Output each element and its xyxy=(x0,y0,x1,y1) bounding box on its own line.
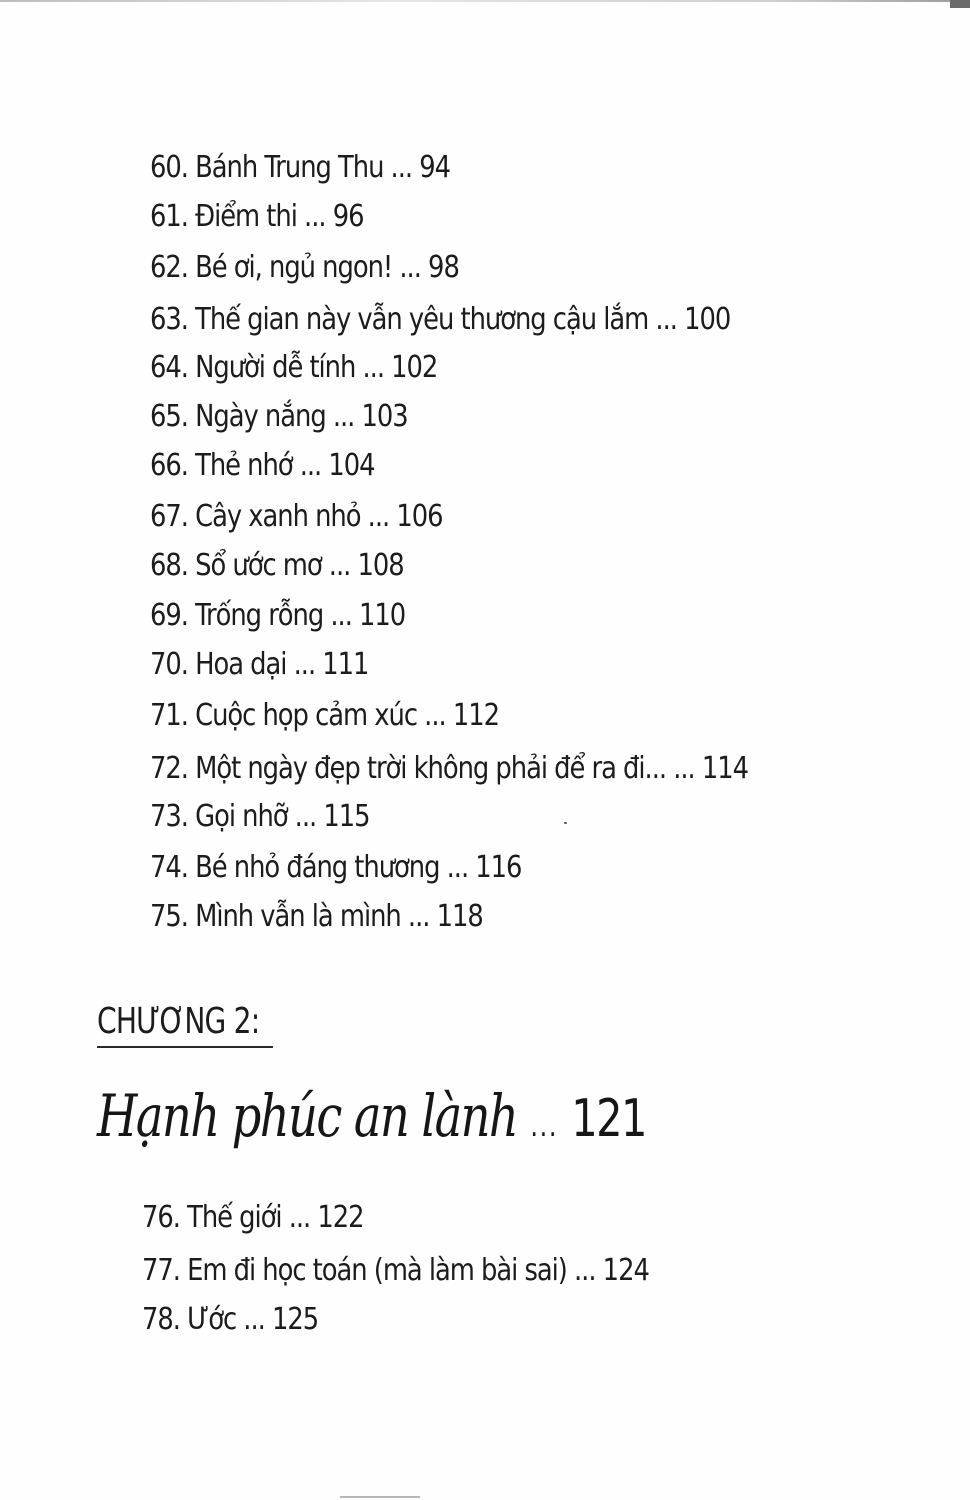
toc-entry-77: 77. Em đi học toán (mà làm bài sai) ... 124 xyxy=(142,1253,649,1288)
chapter-title-text: Hạnh phúc an lành xyxy=(97,1082,518,1150)
paper-speck xyxy=(564,822,567,824)
toc-entry-72: 72. Một ngày đẹp trời không phải để ra đi... ... 114 xyxy=(150,751,749,786)
corner-mark xyxy=(950,0,970,8)
toc-entry-76: 76. Thế giới ... 122 xyxy=(142,1200,364,1235)
toc-entry-75: 75. Mình vẫn là mình ... 118 xyxy=(150,899,483,934)
toc-entry-70: 70. Hoa dại ... 111 xyxy=(150,647,369,682)
toc-entry-62: 62. Bé ơi, ngủ ngon! ... 98 xyxy=(150,250,459,285)
toc-entry-61: 61. Điểm thi ... 96 xyxy=(150,199,364,234)
toc-entry-67: 67. Cây xanh nhỏ ... 106 xyxy=(150,499,443,534)
chapter-label: CHƯƠNG 2: xyxy=(97,1001,260,1042)
toc-entry-60: 60. Bánh Trung Thu ... 94 xyxy=(150,150,451,185)
toc-entry-73: 73. Gọi nhỡ ... 115 xyxy=(150,799,370,834)
toc-entry-68: 68. Sổ ước mơ ... 108 xyxy=(150,548,404,583)
top-edge-line xyxy=(0,0,970,2)
chapter-title-dots: ... xyxy=(530,1109,559,1144)
toc-entry-71: 71. Cuộc họp cảm xúc ... 112 xyxy=(150,698,499,733)
chapter-label-underline xyxy=(97,1046,273,1048)
toc-entry-64: 64. Người dễ tính ... 102 xyxy=(150,350,438,385)
chapter-title-page: 121 xyxy=(571,1089,646,1149)
toc-entry-63: 63. Thế gian này vẫn yêu thương cậu lắm ... 100 xyxy=(150,302,731,337)
toc-entry-74: 74. Bé nhỏ đáng thương ... 116 xyxy=(150,850,522,885)
chapter-title xyxy=(97,1078,646,1165)
toc-entry-65: 65. Ngày nắng ... 103 xyxy=(150,399,408,434)
toc-entry-66: 66. Thẻ nhớ ... 104 xyxy=(150,448,375,483)
toc-entry-69: 69. Trống rỗng ... 110 xyxy=(150,598,406,633)
bottom-edge-mark xyxy=(340,1496,420,1498)
toc-entry-78: 78. Ước ... 125 xyxy=(142,1302,319,1337)
